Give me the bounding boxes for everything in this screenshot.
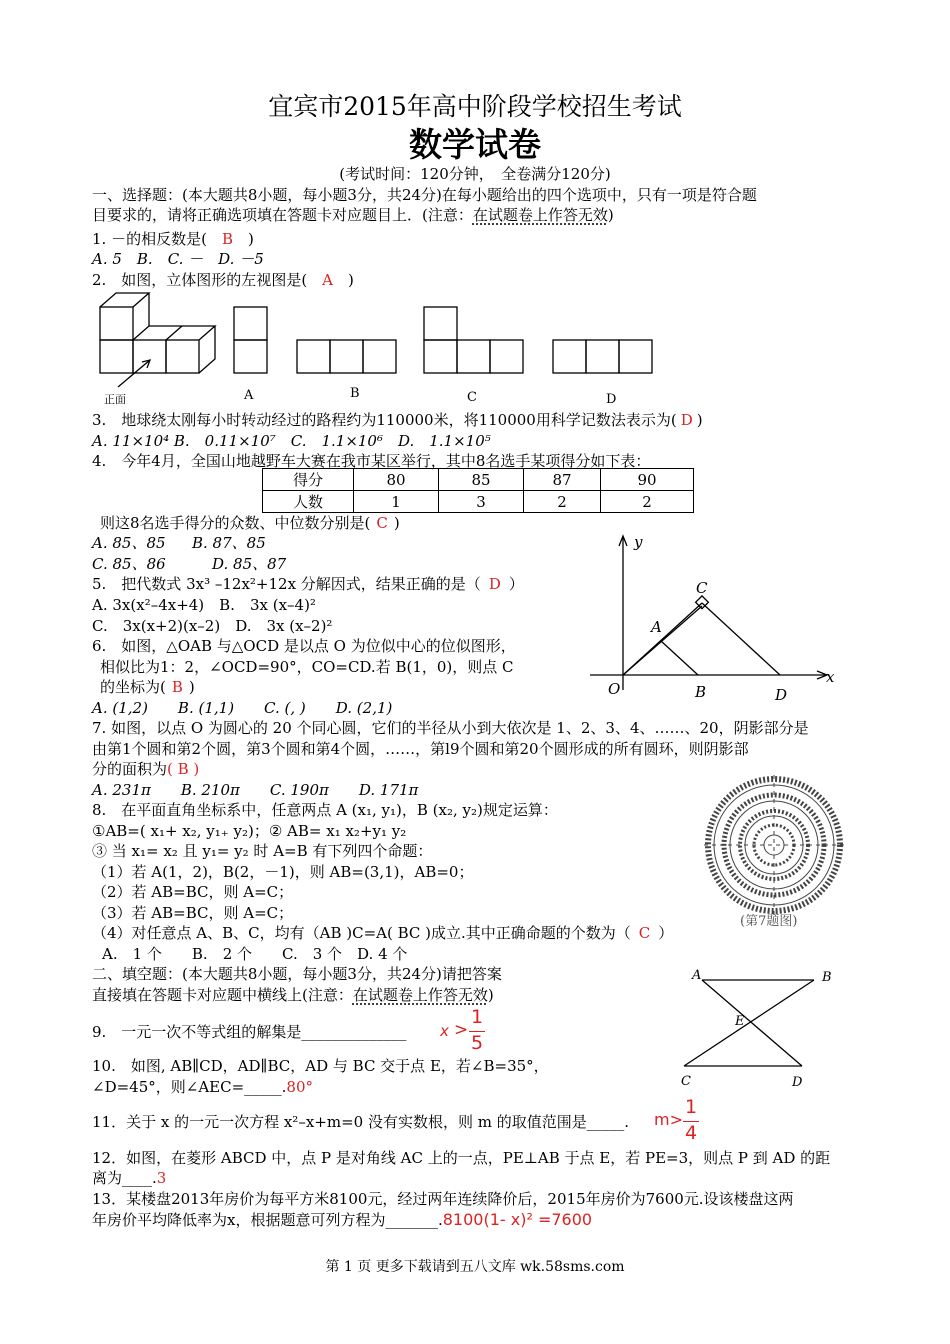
q1-options: A. 5 B. C. － D. －5 <box>92 250 264 268</box>
q10-label-e: E <box>735 1014 745 1029</box>
q10-line2 <box>92 1077 313 1097</box>
q4-option-b: B. 87、85 <box>192 534 266 552</box>
q8-line3: ③ 当 x₁= x₂ 且 y₁= y₂ 时 A=B 有下列四个命题： <box>92 842 433 860</box>
q11-answer-prefix: m> <box>654 1110 683 1129</box>
table-cell: 90 <box>601 469 694 491</box>
q4-option-a: A. 85、85 <box>92 534 166 552</box>
q6-line3 <box>100 677 195 697</box>
q5-text: 5. 把代数式 3x³ –12x²+12x 分解因式，结果正确的是（ <box>92 575 481 593</box>
q7-line3 <box>92 759 199 779</box>
q8-text: （4）对任意点 A、B、C，均有（AB )C=A( BC )成立.其中正确命题的个数为（ <box>92 924 631 942</box>
option-a-view <box>234 307 267 373</box>
q1-answer: B <box>221 230 233 248</box>
q10-line1: 10. 如图, AB∥CD，AD∥BC，AD 与 BC 交于点 E，若∠B=35°， <box>92 1057 549 1075</box>
q6-label-a: A <box>651 618 662 636</box>
q8-proposition-1: （1）若 A(1，2)，B(2，－1)，则 AB=(3,1)，AB=0； <box>92 863 474 881</box>
q8-options: A. 1 个 B. 2 个 C. 3 个 D. 4 个 <box>102 945 408 963</box>
q9-denominator: 5 <box>471 1032 484 1054</box>
q4-text: 则这8名选手得分的众数、中位数分别是( <box>100 514 371 532</box>
q8-proposition-2: （2）若 AB=BC，则 A=C； <box>92 883 294 901</box>
q2-label-b: B <box>350 386 360 401</box>
q7-caption: (第7题图) <box>740 914 798 929</box>
q11-numerator: 1 <box>685 1096 698 1118</box>
q7-answer: ( B ) <box>167 760 200 778</box>
q2-front-label: 正面 <box>104 393 126 406</box>
q3-stem <box>92 410 703 430</box>
q6-close: ) <box>188 678 195 696</box>
q2-stem <box>92 270 354 290</box>
table-row <box>263 491 694 513</box>
q4-score-table <box>262 468 694 513</box>
q4-answer: C <box>376 514 388 532</box>
table-cell: 3 <box>439 491 524 513</box>
q2-answer: A <box>322 271 334 289</box>
q10-text: ∠D=45°，则∠AEC=_____. <box>92 1078 287 1096</box>
q9-answer-op: > <box>454 1020 469 1040</box>
q10-label-d: D <box>792 1075 803 1090</box>
q8-proposition-4 <box>92 923 673 943</box>
q4-close: ) <box>393 514 400 532</box>
q10-label-a: A <box>692 968 702 983</box>
table-cell-header: 人数 <box>263 491 354 513</box>
q2-label-d: D <box>606 392 617 407</box>
page-footer: 第 1 页 更多下载请到五八文库 wk.58sms.com <box>325 1259 625 1275</box>
table-cell: 2 <box>524 491 601 513</box>
q6-label-o: O <box>608 680 621 698</box>
table-row <box>263 469 694 491</box>
q6-line1: 6. 如图，△OAB 与△OCD 是以点 O 为位似中心的位似图形， <box>92 637 516 655</box>
q2-label-a: A <box>244 388 254 403</box>
q8-answer: C <box>638 924 651 942</box>
section1-intro-text: 目要求的，请将正确选项填在答题卡对应题目上．(注意： <box>92 206 473 224</box>
q8-line2: ①AB=( x₁+ x₂, y₁₊ y₂)；② AB= x₁ x₂+y₁ y₂ <box>92 822 407 840</box>
q12-answer: 3 <box>156 1169 167 1187</box>
table-cell-header: 得分 <box>263 469 354 491</box>
q11-denominator: 4 <box>685 1122 698 1144</box>
q6-answer: B <box>171 678 183 696</box>
section2-intro-text: 直接填在答题卡对应题中横线上(注意： <box>92 986 353 1004</box>
q13-answer: 8100(1- x)² =7600 <box>442 1210 593 1229</box>
q2-label-c: C <box>467 390 477 405</box>
q2-text: 2. 如图，立体图形的左视图是( <box>92 271 323 289</box>
q9-stem: 9. 一元一次不等式组的解集是______________ <box>92 1023 407 1041</box>
q12-line2 <box>92 1168 166 1188</box>
section1-intro-close: ) <box>607 206 614 224</box>
table-cell: 87 <box>524 469 601 491</box>
table-cell: 2 <box>601 491 694 513</box>
table-cell: 1 <box>354 491 439 513</box>
q9-numerator: 1 <box>471 1006 484 1028</box>
q7-text: 分的面积为 <box>92 760 168 778</box>
section1-intro-note: 在试题卷上作答无效 <box>472 206 608 224</box>
q13-text: 年房价平均降低率为x，根据题意可列方程为_______. <box>92 1211 443 1229</box>
q6-options: A. (1,2) B. (1,1) C. (, ) D. (2,1) <box>92 699 393 717</box>
q9-answer-var: x <box>440 1022 449 1040</box>
table-cell: 80 <box>354 469 439 491</box>
q4-option-c: C. 85、86 <box>92 555 166 573</box>
q6-text: 的坐标为( <box>100 678 166 696</box>
q3-text: 3. 地球绕太刚每小时转动经过的路程约为110000米，将110000用科学记数法表示为( <box>92 411 677 429</box>
subject-title: 数学试卷 <box>409 125 541 164</box>
section2-intro-close: ) <box>487 986 494 1004</box>
q13-line1: 13．某楼盘2013年房价为每平方米8100元，经过两年连续降价后，2015年房价为7600元.设该楼盘这两 <box>92 1190 794 1208</box>
q10-label-c: C <box>681 1074 691 1089</box>
q4-question <box>100 513 400 533</box>
q10-label-b: B <box>822 970 832 985</box>
q11-stem: 11．关于 x 的一元一次方程 x²–x+m=0 没有实数根，则 m 的取值范围是_____. <box>92 1113 629 1131</box>
q3-answer: D <box>680 411 693 429</box>
section1-intro-line1: 一、选择题：(本大题共8小题，每小题3分，共24分)在每小题给出的四个选项中，只有一项是符合题 <box>92 186 757 204</box>
q2-close: ) <box>333 271 354 289</box>
q12-line1: 12．如图，在菱形 ABCD 中，点 P 是对角线 AC 上的一点，PE⊥AB 于点 E，若 PE=3，则点 P 到 AD 的距 <box>92 1149 831 1167</box>
q6-label-c: C <box>696 579 708 597</box>
q5-options-ab: A. 3x(x²–4x+4) B. 3x (x–4)² <box>92 596 316 614</box>
section1-intro-line2 <box>92 205 614 225</box>
section2-intro-note: 在试题卷上作答无效 <box>352 986 488 1004</box>
option-d-view <box>553 340 652 373</box>
q3-options: A. 11×10⁴ B. 0.11×10⁷ C. 1.1×10⁶ D. 1.1×10⁵ <box>92 432 491 450</box>
q7-line2: 由第1个圆和第2个圆，第3个圆和第4个圆，……，第l9个圆和第20个圆形成的所有圆环，则阴影部 <box>92 740 749 758</box>
q8-line1: 8. 在平面直角坐标系中，任意两点 A (x₁, y₁)，B (x₂, y₂)规定运算： <box>92 801 558 819</box>
q5-options-cd: C. 3x(x+2)(x–2) D. 3x (x–2)² <box>92 617 333 635</box>
q5-close: ） <box>508 575 524 593</box>
q7-options: A. 231π B. 210π C. 190π D. 171π <box>92 781 419 799</box>
q8-proposition-3: （3）若 AB=BC，则 A=C； <box>92 904 294 922</box>
q1-stem <box>92 229 254 249</box>
exam-title: 宜宾市2015年高中阶段学校招生考试 <box>268 92 682 121</box>
q4-stem: 4. 今年4月，全国山地越野车大赛在我市某区举行，其中8名选手某项得分如下表： <box>92 452 651 470</box>
q3-close: ) <box>696 411 703 429</box>
q6-coordinate-figure <box>585 530 845 700</box>
q1-text: 1. －的相反数是( <box>92 230 222 248</box>
q1-close: ) <box>232 230 254 248</box>
q8-close: ） <box>658 924 674 942</box>
q12-text: 离为____. <box>92 1169 157 1187</box>
q5-stem <box>92 574 524 594</box>
exam-info: (考试时间：120分钟， 全卷满分120分) <box>339 165 611 183</box>
solid-3d-figure <box>100 293 215 373</box>
q6-label-y: y <box>634 533 643 551</box>
q4-option-d: D. 85、87 <box>212 555 287 573</box>
q6-label-b: B <box>695 683 707 701</box>
section2-intro-line2 <box>92 985 494 1005</box>
q7-concentric-circles <box>704 775 844 915</box>
q13-line2 <box>92 1210 592 1230</box>
option-c-view <box>424 307 523 373</box>
q10-figure <box>680 972 820 1082</box>
option-b-view <box>297 340 396 373</box>
q6-label-x: x <box>826 668 835 686</box>
q5-answer: D <box>488 575 501 593</box>
section2-intro-line1: 二、填空题：(本大题共8小题，每小题3分，共24分)请把答案 <box>92 965 502 983</box>
q6-label-d: D <box>775 686 788 704</box>
table-cell: 85 <box>439 469 524 491</box>
q7-line1: 7. 如图，以点 O 为圆心的 20 个同心圆，它们的半径从小到大依次是 1、2、3、4、……、20，阴影部分是 <box>92 719 809 737</box>
q10-answer: 80° <box>286 1078 314 1096</box>
q6-line2: 相似比为1：2，∠OCD=90°，CO=CD.若 B(1，0)，则点 C <box>100 658 514 676</box>
